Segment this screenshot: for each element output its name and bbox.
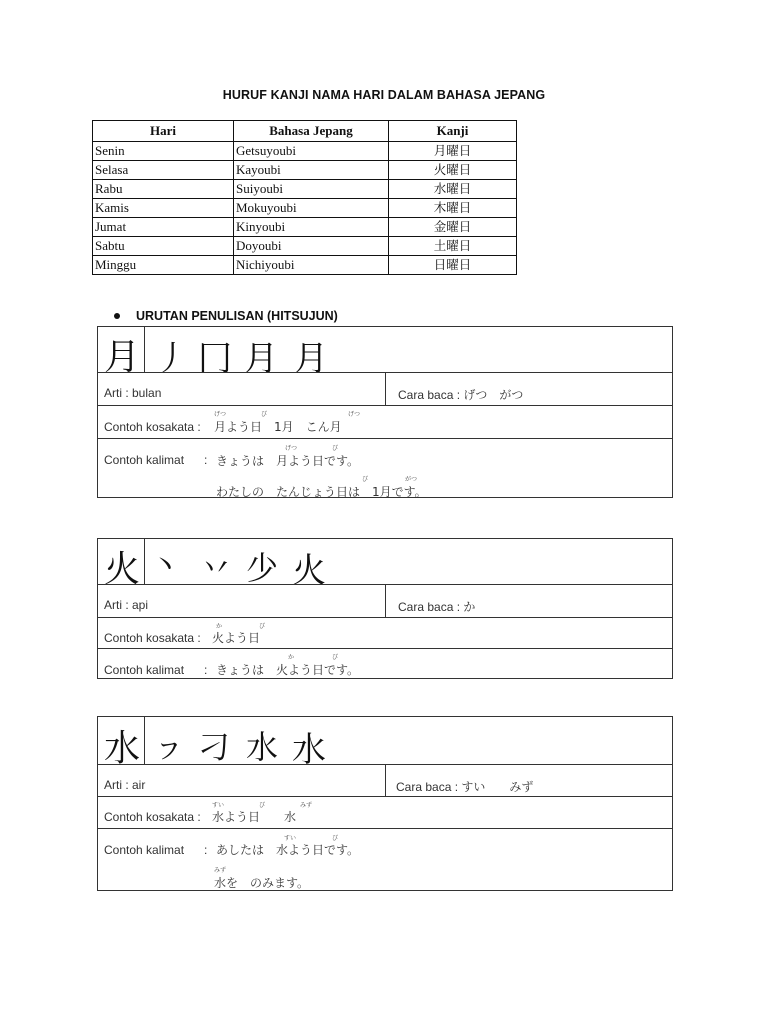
stroke-order-row <box>98 539 672 591</box>
stroke-4: 火 <box>292 551 326 591</box>
furigana: げつ <box>285 445 298 452</box>
days-table <box>92 120 517 275</box>
cara-baca-text: Cara baca : げつ がつ <box>398 388 524 402</box>
kalimat-text-1: あしたは 水よう日です。 <box>216 843 360 857</box>
main-kanji: 火 <box>104 549 141 590</box>
kanji-card-getsu <box>97 326 673 498</box>
table-row <box>93 180 517 199</box>
furigana: び <box>259 623 266 630</box>
kosakata-row <box>98 617 672 648</box>
furigana: か <box>216 623 223 630</box>
kosakata-label: Contoh kosakata : <box>104 420 201 434</box>
furigana: び <box>259 802 266 809</box>
cell-kanji: 日曜日 <box>389 256 517 275</box>
cell-hari: Senin <box>93 142 234 161</box>
header-hari: Hari <box>93 121 234 142</box>
kosakata-label: Contoh kosakata : <box>104 631 201 645</box>
kanji-card-ka <box>97 538 673 679</box>
arti-text: Arti : air <box>104 778 146 792</box>
kalimat-colon: : <box>204 663 208 677</box>
cell-kanji: 水曜日 <box>389 180 517 199</box>
stroke-1: 丶 <box>150 549 180 584</box>
furigana: げつ <box>348 411 361 418</box>
kalimat-row <box>98 828 672 892</box>
stroke-order-row <box>98 717 672 770</box>
stroke-3: 月 <box>244 339 278 379</box>
cell-bahasa-jepang: Doyoubi <box>234 237 389 256</box>
stroke-2: 冂 <box>198 339 232 379</box>
furigana: か <box>288 654 295 661</box>
kosakata-text: 月よう日 1月 こん月 <box>214 420 342 434</box>
furigana: び <box>261 411 268 418</box>
furigana: すい <box>212 802 225 809</box>
header-kanji: Kanji <box>389 121 517 142</box>
stroke-1: 丿 <box>154 339 188 379</box>
kalimat-text-1: きょうは 月よう日です。 <box>216 454 360 468</box>
furigana: び <box>362 476 369 483</box>
cell-kanji: 月曜日 <box>389 142 517 161</box>
furigana: みず <box>214 867 227 874</box>
stroke-4: 水 <box>292 730 326 770</box>
kalimat-colon: : <box>204 843 208 857</box>
furigana: すい <box>284 835 297 842</box>
stroke-order-row <box>98 327 672 379</box>
kosakata-label: Contoh kosakata : <box>104 810 201 824</box>
divider <box>144 717 145 764</box>
divider <box>144 327 145 372</box>
header-bahasa-jepang: Bahasa Jepang <box>234 121 389 142</box>
kalimat-label: Contoh kalimat <box>104 843 185 857</box>
kalimat-text-1: きょうは 火よう日です。 <box>216 663 360 677</box>
cell-kanji: 火曜日 <box>389 161 517 180</box>
kalimat-label: Contoh kalimat <box>104 453 185 467</box>
kosakata-row <box>98 796 672 828</box>
furigana: び <box>332 445 339 452</box>
bullet-icon <box>114 313 120 319</box>
cell-bahasa-jepang: Kinyoubi <box>234 218 389 237</box>
kosakata-text: 水よう日 水 <box>212 810 297 824</box>
furigana: みず <box>300 802 313 809</box>
kalimat-colon: : <box>204 453 208 467</box>
divider <box>385 585 386 617</box>
stroke-3: 少 <box>246 549 279 587</box>
table-row <box>93 218 517 237</box>
cell-bahasa-jepang: Getsuyoubi <box>234 142 389 161</box>
divider <box>385 765 386 796</box>
cell-kanji: 金曜日 <box>389 218 517 237</box>
stroke-4: 月 <box>294 339 328 379</box>
arti-text: Arti : bulan <box>104 386 162 400</box>
stroke-3: 水 <box>246 728 279 766</box>
table-row <box>93 256 517 275</box>
cell-bahasa-jepang: Kayoubi <box>234 161 389 180</box>
cell-hari: Sabtu <box>93 237 234 256</box>
cell-hari: Kamis <box>93 199 234 218</box>
cara-baca-text: Cara baca : すい みず <box>396 780 534 794</box>
arti-row <box>98 372 672 405</box>
section-heading <box>114 309 338 323</box>
table-row <box>93 237 517 256</box>
cell-kanji: 土曜日 <box>389 237 517 256</box>
stroke-2: 刁 <box>198 728 231 766</box>
kalimat-row <box>98 648 672 680</box>
main-kanji: 月 <box>104 337 141 378</box>
cell-hari: Rabu <box>93 180 234 199</box>
kosakata-text: 火よう日 <box>212 631 261 645</box>
furigana: び <box>332 835 339 842</box>
cara-baca-text: Cara baca : か <box>398 600 476 614</box>
kanji-card-sui <box>97 716 673 891</box>
stroke-1: ㇷ <box>154 731 184 766</box>
kalimat-text-2: 水を のみます。 <box>214 876 310 890</box>
cell-hari: Minggu <box>93 256 234 275</box>
cell-kanji: 木曜日 <box>389 199 517 218</box>
kalimat-row <box>98 438 672 499</box>
cell-bahasa-jepang: Nichiyoubi <box>234 256 389 275</box>
furigana: げつ <box>214 411 227 418</box>
divider <box>385 373 386 405</box>
kalimat-text-2: わたしの たんじょう日は 1月です。 <box>216 485 427 499</box>
cell-bahasa-jepang: Suiyoubi <box>234 180 389 199</box>
kalimat-label: Contoh kalimat <box>104 663 185 677</box>
section-heading-text: URUTAN PENULISAN (HITSUJUN) <box>136 309 338 323</box>
kosakata-row <box>98 405 672 438</box>
arti-text: Arti : api <box>104 598 149 612</box>
arti-row <box>98 764 672 796</box>
divider <box>144 539 145 584</box>
stroke-2: 丷 <box>200 549 233 587</box>
furigana: び <box>332 654 339 661</box>
page-title: HURUF KANJI NAMA HARI DALAM BAHASA JEPANG <box>222 88 546 102</box>
furigana: がつ <box>405 476 418 483</box>
table-header-row <box>93 121 517 142</box>
arti-row <box>98 584 672 617</box>
cell-hari: Jumat <box>93 218 234 237</box>
table-row <box>93 142 517 161</box>
table-row <box>93 199 517 218</box>
main-kanji: 水 <box>104 728 141 769</box>
table-row <box>93 161 517 180</box>
cell-hari: Selasa <box>93 161 234 180</box>
cell-bahasa-jepang: Mokuyoubi <box>234 199 389 218</box>
